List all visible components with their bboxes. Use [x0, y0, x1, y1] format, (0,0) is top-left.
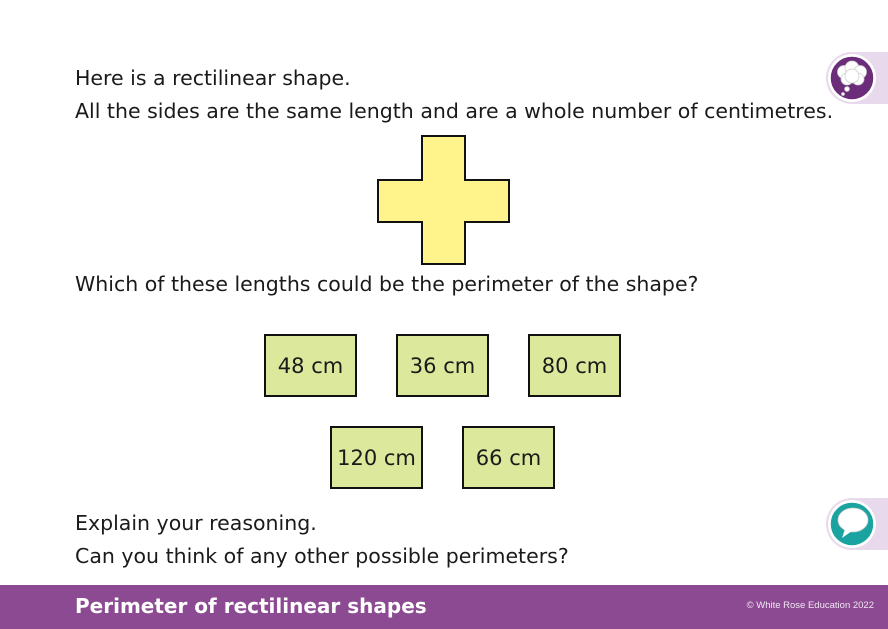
option-80cm[interactable]: 80 cm: [528, 334, 621, 397]
speech-bubble-icon: [828, 500, 876, 548]
intro-line-2: All the sides are the same length and are a whole number of centimetres.: [75, 99, 834, 123]
question-text: Which of these lengths could be the perimeter of the shape?: [75, 272, 699, 296]
followup-line-1: Explain your reasoning.: [75, 511, 317, 535]
footer-title: Perimeter of rectilinear shapes: [75, 594, 427, 618]
option-120cm[interactable]: 120 cm: [330, 426, 423, 489]
plus-shape: [376, 134, 512, 266]
thought-bubble-icon: [828, 54, 876, 102]
option-48cm[interactable]: 48 cm: [264, 334, 357, 397]
intro-line-1: Here is a rectilinear shape.: [75, 66, 351, 90]
followup-line-2: Can you think of any other possible perimeters?: [75, 544, 569, 568]
footer-copyright: © White Rose Education 2022: [746, 600, 874, 611]
option-66cm[interactable]: 66 cm: [462, 426, 555, 489]
thought-tab: [826, 52, 888, 104]
option-36cm[interactable]: 36 cm: [396, 334, 489, 397]
speech-tab: [826, 498, 888, 550]
footer-bar: [0, 585, 888, 629]
